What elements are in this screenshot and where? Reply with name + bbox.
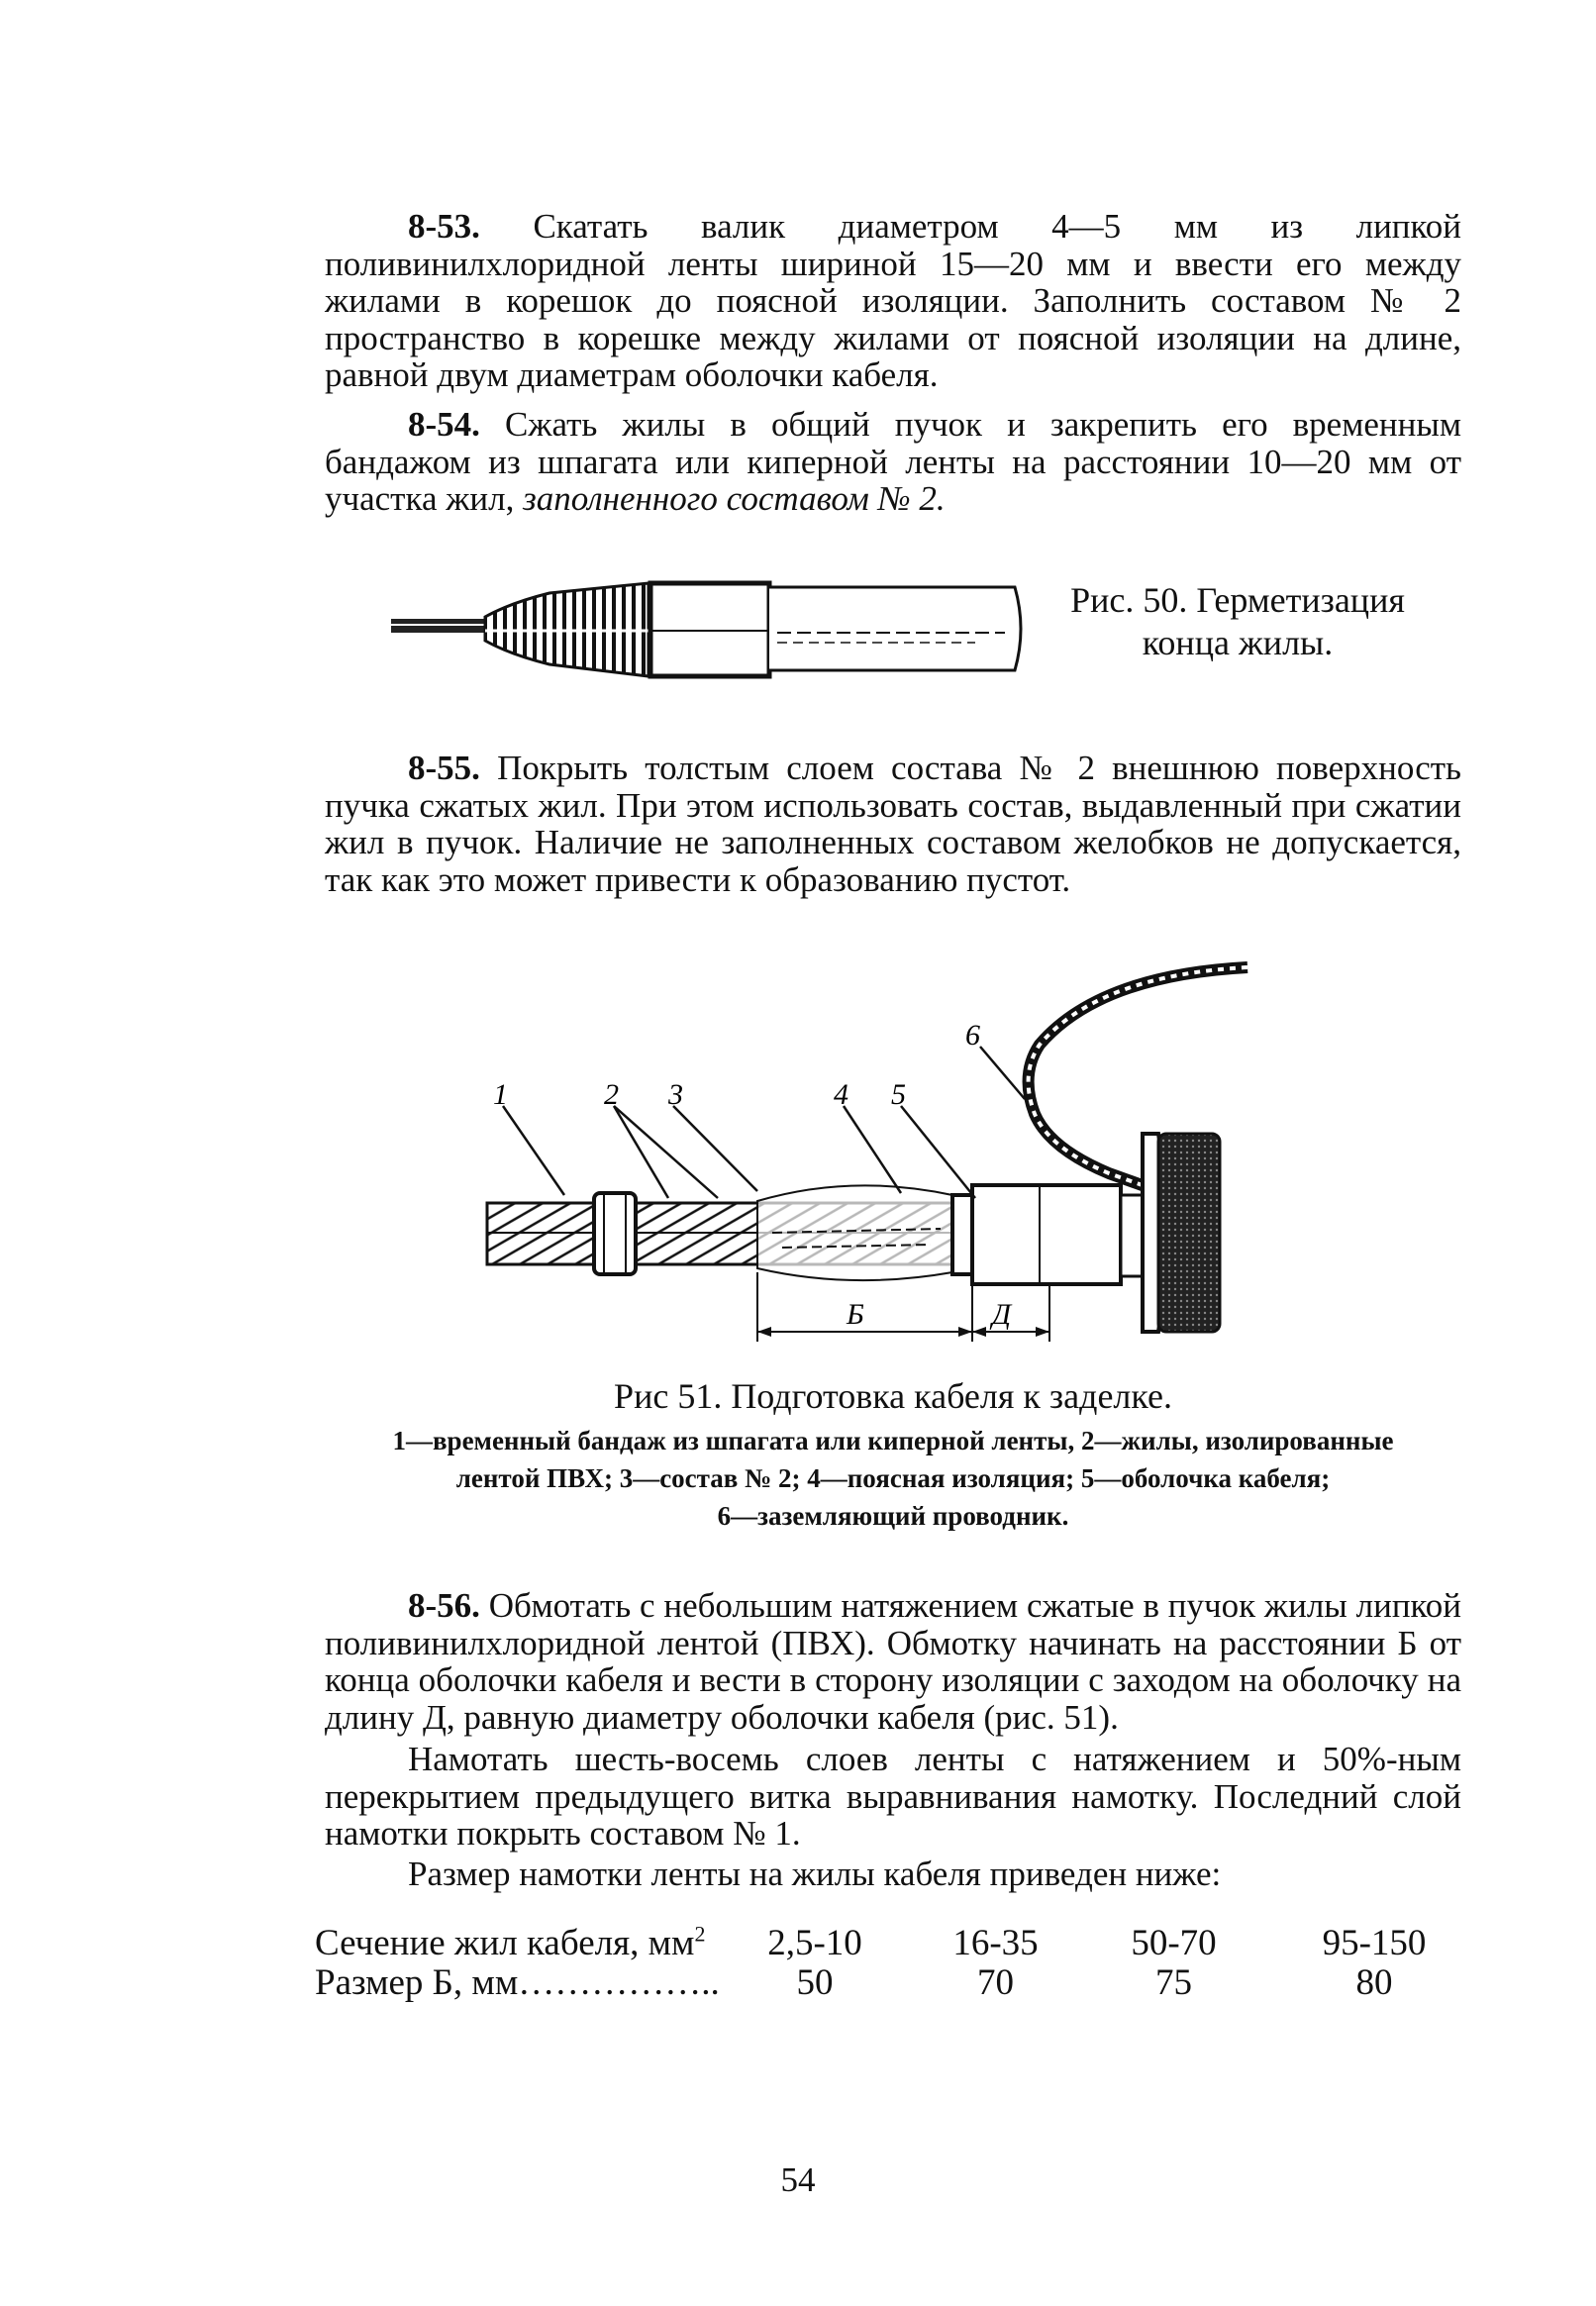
- label-6: 6: [965, 1019, 980, 1052]
- paragraph-italic-text: заполненного составом № 2.: [523, 479, 946, 518]
- label-4: 4: [834, 1078, 848, 1111]
- legend-line: 6—заземляющий проводник.: [717, 1501, 1069, 1531]
- temporary-bandage: [594, 1193, 636, 1274]
- paragraph-text: Обмотать с небольшим натяжением сжатые в пучок жилы липкой поливинилхлоридной лентой (ПВХ). Обмотку начинать на расстоянии Б от конца оболочки кабеля и вести в сторону изоляции с заходом на оболочку на длину Д, равную диаметру оболочки кабеля (рис. 51).: [325, 1586, 1462, 1737]
- cable-core: [769, 587, 1021, 670]
- winding-size-table: [315, 1921, 1483, 2003]
- figure-51-cable-preparation: [465, 936, 1327, 1352]
- legend-line: лентой ПВХ; 3—состав № 2; 4—поясная изоляция; 5—оболочка кабеля;: [455, 1463, 1331, 1493]
- caption-line: Рис. 50. Герметизация: [1070, 580, 1405, 620]
- label-2: 2: [604, 1078, 619, 1111]
- table-row: [315, 1924, 1483, 1963]
- legend-line: 1—временный бандаж из шпагата или киперной ленты, 2—жилы, изолированные: [392, 1426, 1394, 1455]
- table-row: [315, 1963, 1483, 2003]
- label-1: 1: [493, 1078, 508, 1111]
- paragraph-text: Скатать валик диаметром 4—5 мм из липкой поливинилхлоридной ленты шириной 15—20 мм и ввести его между жилами в корешок до поясной изоляции. Заполнить составом № 2 пространство в корешке между жилами от поясной изоляции на длине, равной двум диаметрам оболочки кабеля.: [325, 207, 1461, 394]
- paragraph-number: 8-55.: [408, 749, 480, 787]
- dimension-b: Б: [847, 1298, 864, 1331]
- label-3: 3: [668, 1078, 683, 1111]
- dimension-d: Д: [992, 1298, 1012, 1331]
- table-cell: 50: [796, 1962, 834, 2003]
- table-cell: 95-150: [1322, 1923, 1427, 1963]
- table-cell: 16-35: [952, 1923, 1039, 1963]
- table-cell: 2,5-10: [767, 1923, 862, 1963]
- paragraph-winding: [325, 1741, 1461, 1853]
- paragraph-number: 8-53.: [408, 207, 480, 246]
- paragraph-8-56: [325, 1587, 1461, 1736]
- paragraph-8-53: [325, 208, 1461, 394]
- cable-armour-end: [1158, 1134, 1220, 1332]
- cable-sheath: [972, 1185, 1121, 1284]
- paragraph-text: Сжать жилы в общий пучок и закрепить его временным бандажом из шпагата или киперной ленты на расстоянии 10—20 мм от участка жил,: [325, 405, 1462, 518]
- table-cell: 70: [977, 1962, 1014, 2003]
- figure-51-title: Рис 51. Подготовка кабеля к заделке.: [614, 1376, 1172, 1416]
- paragraph-text: Размер намотки ленты на жилы кабеля приведен ниже:: [408, 1855, 1222, 1893]
- table-cell: 75: [1155, 1962, 1192, 2003]
- figure-50-caption: [1059, 579, 1416, 664]
- paragraph-8-55: [325, 750, 1461, 898]
- page-number: 54: [780, 2160, 816, 2199]
- paragraph-table-intro: [325, 1855, 1461, 1893]
- paragraph-text: Покрыть толстым слоем состава № 2 внешнюю поверхность пучка сжатых жил. При этом использовать состав, выдавленный при сжатии жил в пучок. Наличие не заполненных составом желобков не допускается, так как это может привести к образованию пустот.: [325, 749, 1461, 899]
- belt-insulation: [952, 1195, 972, 1274]
- figure-50-conductor-end: [381, 569, 1025, 688]
- table-row-label: Сечение жил кабеля, $мм^2$: [315, 1921, 706, 1963]
- label-5: 5: [891, 1078, 906, 1111]
- paragraph-text: Намотать шесть-восемь слоев ленты с натяжением и 50%-ным перекрытием предыдущего витка выравнивания намотку. Последний слой намотки покрыть составом № 1.: [325, 1740, 1461, 1853]
- table-cell: 50-70: [1131, 1923, 1217, 1963]
- paragraph-number: 8-54.: [408, 405, 480, 444]
- table-cell: 80: [1355, 1962, 1393, 2003]
- compound-2: [757, 1185, 952, 1280]
- paragraph-number: 8-56.: [408, 1586, 480, 1625]
- figure-51-legend: [325, 1422, 1461, 1535]
- paragraph-8-54: [325, 406, 1461, 518]
- table-row-label: Размер Б, мм……………..: [315, 1962, 720, 2003]
- caption-line: конца жилы.: [1142, 623, 1334, 662]
